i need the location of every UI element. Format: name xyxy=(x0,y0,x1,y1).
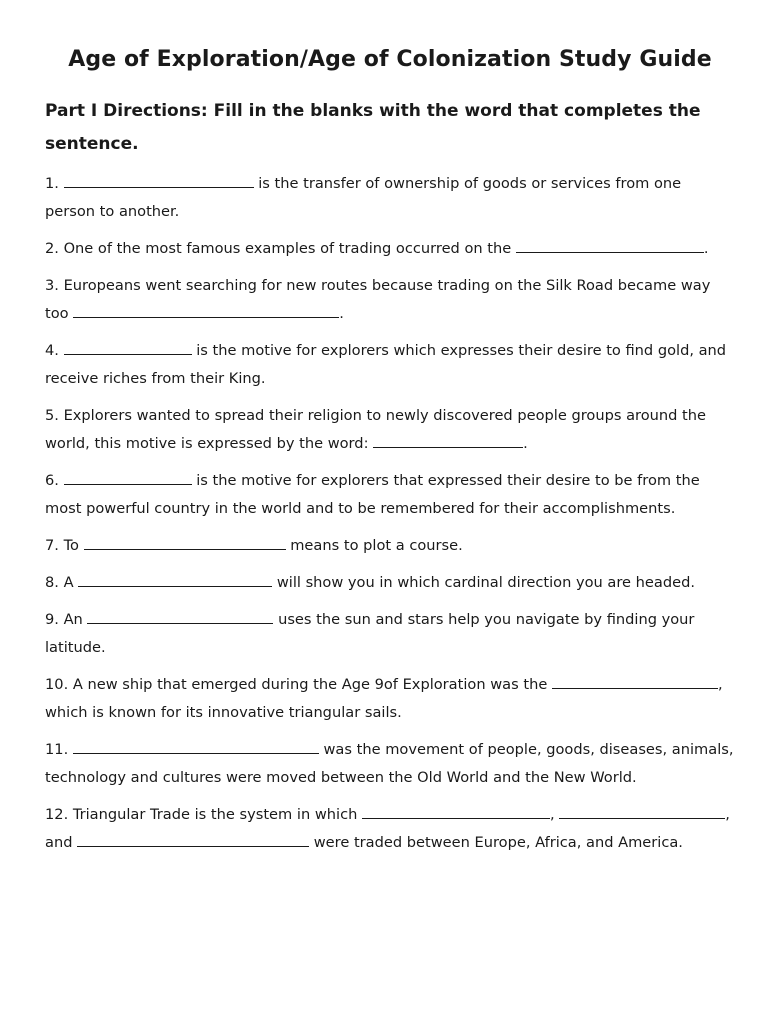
answer-blank[interactable] xyxy=(78,570,272,587)
question-1 xyxy=(45,170,735,226)
question-text: . xyxy=(339,305,344,322)
question-text: 8. A xyxy=(45,574,79,591)
question-7 xyxy=(45,532,735,560)
answer-blank[interactable] xyxy=(87,607,273,624)
question-text: 3. Europeans went searching for new routes because trading on the Silk Road became way too xyxy=(45,277,711,322)
question-text: 11. xyxy=(45,741,73,758)
question-11 xyxy=(45,736,735,792)
question-text: was the movement of people, goods, diseases, animals, technology and cultures were moved between the Old World and the New World. xyxy=(45,741,734,786)
question-text: 6. xyxy=(45,472,64,489)
question-text: . xyxy=(703,240,709,257)
question-text: , which is known for its innovative triangular sails. xyxy=(45,676,723,721)
question-text: , and xyxy=(45,806,730,851)
question-text: 2. One of the most famous examples of trading occurred on the xyxy=(45,240,516,257)
question-text: 5. Explorers wanted to spread their religion to newly discovered people groups around the world, this motive is expressed by the word: xyxy=(45,407,706,452)
question-text: uses the sun and stars help you navigate by finding your latitude. xyxy=(45,611,695,656)
question-text: 7. To xyxy=(45,537,84,554)
answer-blank[interactable] xyxy=(552,672,718,689)
question-text: 12. Triangular Trade is the system in which xyxy=(45,806,362,823)
question-9 xyxy=(45,606,735,662)
question-text: 1. xyxy=(45,175,64,192)
question-text: means to plot a course. xyxy=(285,537,463,554)
answer-blank[interactable] xyxy=(84,533,286,550)
question-12 xyxy=(45,801,735,857)
part-one-directions: Part I Directions: Fill in the blanks with the word that completes the sentence. xyxy=(45,101,701,154)
answer-blank[interactable] xyxy=(73,301,339,318)
answer-blank[interactable] xyxy=(64,171,254,188)
answer-blank[interactable] xyxy=(362,802,550,819)
answer-blank[interactable] xyxy=(73,737,319,754)
question-text: will show you in which cardinal direction you are headed. xyxy=(272,574,695,591)
question-text: 10. A new ship that emerged during the Age 9of Exploration was the xyxy=(45,676,552,693)
question-text: is the motive for explorers that expressed their desire to be from the most powerful country in the world and to be remembered for their accomplishments. xyxy=(45,472,700,517)
answer-blank[interactable] xyxy=(64,468,192,485)
answer-blank[interactable] xyxy=(373,431,523,448)
question-text: 9. An xyxy=(45,611,88,628)
page-title: Age of Exploration/Age of Colonization Study Guide xyxy=(68,47,712,72)
question-3 xyxy=(45,272,735,328)
question-8 xyxy=(45,569,735,597)
question-text: is the transfer of ownership of goods or services from one person to another. xyxy=(45,175,682,220)
study-guide-page xyxy=(45,44,735,866)
question-6 xyxy=(45,467,735,523)
question-text: . xyxy=(523,435,528,452)
question-10 xyxy=(45,671,735,727)
question-text: were traded between Europe, Africa, and America. xyxy=(309,834,683,851)
answer-blank[interactable] xyxy=(559,802,725,819)
question-text: is the motive for explorers which expresses their desire to find gold, and receive riches from their King. xyxy=(45,342,727,387)
question-text: 4. xyxy=(45,342,64,359)
answer-blank[interactable] xyxy=(77,830,309,847)
question-4 xyxy=(45,337,735,393)
question-2 xyxy=(45,235,735,263)
question-5 xyxy=(45,402,735,458)
question-text: , xyxy=(550,806,560,823)
answer-blank[interactable] xyxy=(64,338,192,355)
answer-blank[interactable] xyxy=(516,236,704,253)
question-list xyxy=(45,170,735,857)
